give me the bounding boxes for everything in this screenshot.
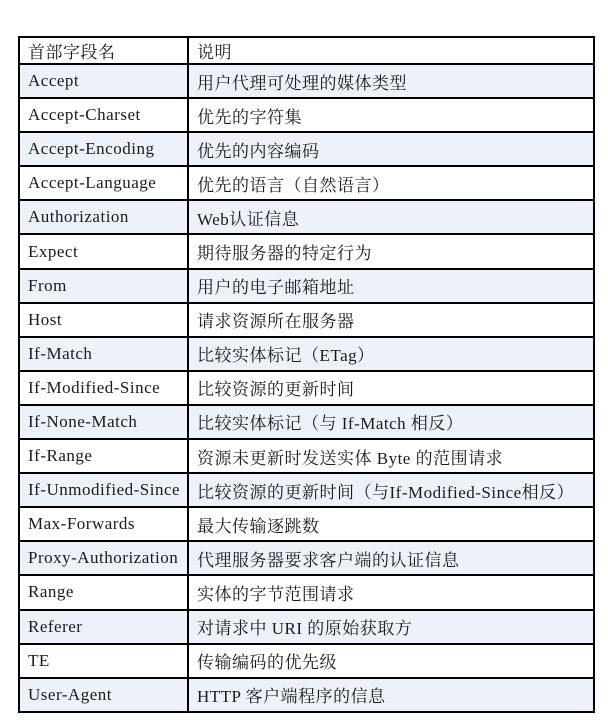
http-request-headers-table <box>18 36 595 713</box>
description-cell: 优先的内容编码 <box>188 132 594 166</box>
description-cell: 优先的字符集 <box>188 98 594 132</box>
description-cell: 最大传输逐跳数 <box>188 507 594 541</box>
description-cell: 优先的语言（自然语言） <box>188 166 594 200</box>
description-cell: 代理服务器要求客户端的认证信息 <box>188 541 594 575</box>
field-name-cell: Accept-Encoding <box>19 132 188 166</box>
description-cell: 比较实体标记（与 If-Match 相反） <box>188 405 594 439</box>
description-cell: 期待服务器的特定行为 <box>188 234 594 268</box>
table-row <box>19 405 594 439</box>
table-row <box>19 166 594 200</box>
table-row <box>19 439 594 473</box>
table-row <box>19 200 594 234</box>
table-header-row <box>19 37 594 64</box>
field-name-column-header: 首部字段名 <box>19 37 188 64</box>
description-cell: 比较资源的更新时间（与If-Modified-Since相反） <box>188 473 594 507</box>
table-row <box>19 337 594 371</box>
table-row <box>19 234 594 268</box>
field-name-cell: From <box>19 269 188 303</box>
field-name-cell: Proxy-Authorization <box>19 541 188 575</box>
field-name-cell: If-Unmodified-Since <box>19 473 188 507</box>
table-row <box>19 541 594 575</box>
table-row <box>19 303 594 337</box>
description-cell: Web认证信息 <box>188 200 594 234</box>
table-row <box>19 610 594 644</box>
description-column-header: 说明 <box>188 37 594 64</box>
description-cell: 实体的字节范围请求 <box>188 575 594 609</box>
field-name-cell: If-Modified-Since <box>19 371 188 405</box>
field-name-cell: Referer <box>19 610 188 644</box>
table-row <box>19 98 594 132</box>
description-cell: 用户的电子邮箱地址 <box>188 269 594 303</box>
description-cell: 比较资源的更新时间 <box>188 371 594 405</box>
description-cell: 资源未更新时发送实体 Byte 的范围请求 <box>188 439 594 473</box>
table-row <box>19 473 594 507</box>
field-name-cell: Authorization <box>19 200 188 234</box>
description-cell: 用户代理可处理的媒体类型 <box>188 64 594 98</box>
table-row <box>19 507 594 541</box>
table-row <box>19 64 594 98</box>
field-name-cell: User-Agent <box>19 678 188 712</box>
table-row <box>19 575 594 609</box>
table-row <box>19 269 594 303</box>
http-request-headers-table-wrap <box>18 36 595 713</box>
table-body <box>19 64 594 712</box>
table-row <box>19 678 594 712</box>
field-name-cell: If-None-Match <box>19 405 188 439</box>
field-name-cell: Expect <box>19 234 188 268</box>
field-name-cell: If-Match <box>19 337 188 371</box>
field-name-cell: Range <box>19 575 188 609</box>
field-name-cell: TE <box>19 644 188 678</box>
table-row <box>19 132 594 166</box>
field-name-cell: Host <box>19 303 188 337</box>
field-name-cell: Max-Forwards <box>19 507 188 541</box>
field-name-cell: If-Range <box>19 439 188 473</box>
field-name-cell: Accept <box>19 64 188 98</box>
table-row <box>19 371 594 405</box>
table-row <box>19 644 594 678</box>
description-cell: 传输编码的优先级 <box>188 644 594 678</box>
description-cell: HTTP 客户端程序的信息 <box>188 678 594 712</box>
description-cell: 比较实体标记（ETag） <box>188 337 594 371</box>
description-cell: 请求资源所在服务器 <box>188 303 594 337</box>
description-cell: 对请求中 URI 的原始获取方 <box>188 610 594 644</box>
field-name-cell: Accept-Charset <box>19 98 188 132</box>
field-name-cell: Accept-Language <box>19 166 188 200</box>
